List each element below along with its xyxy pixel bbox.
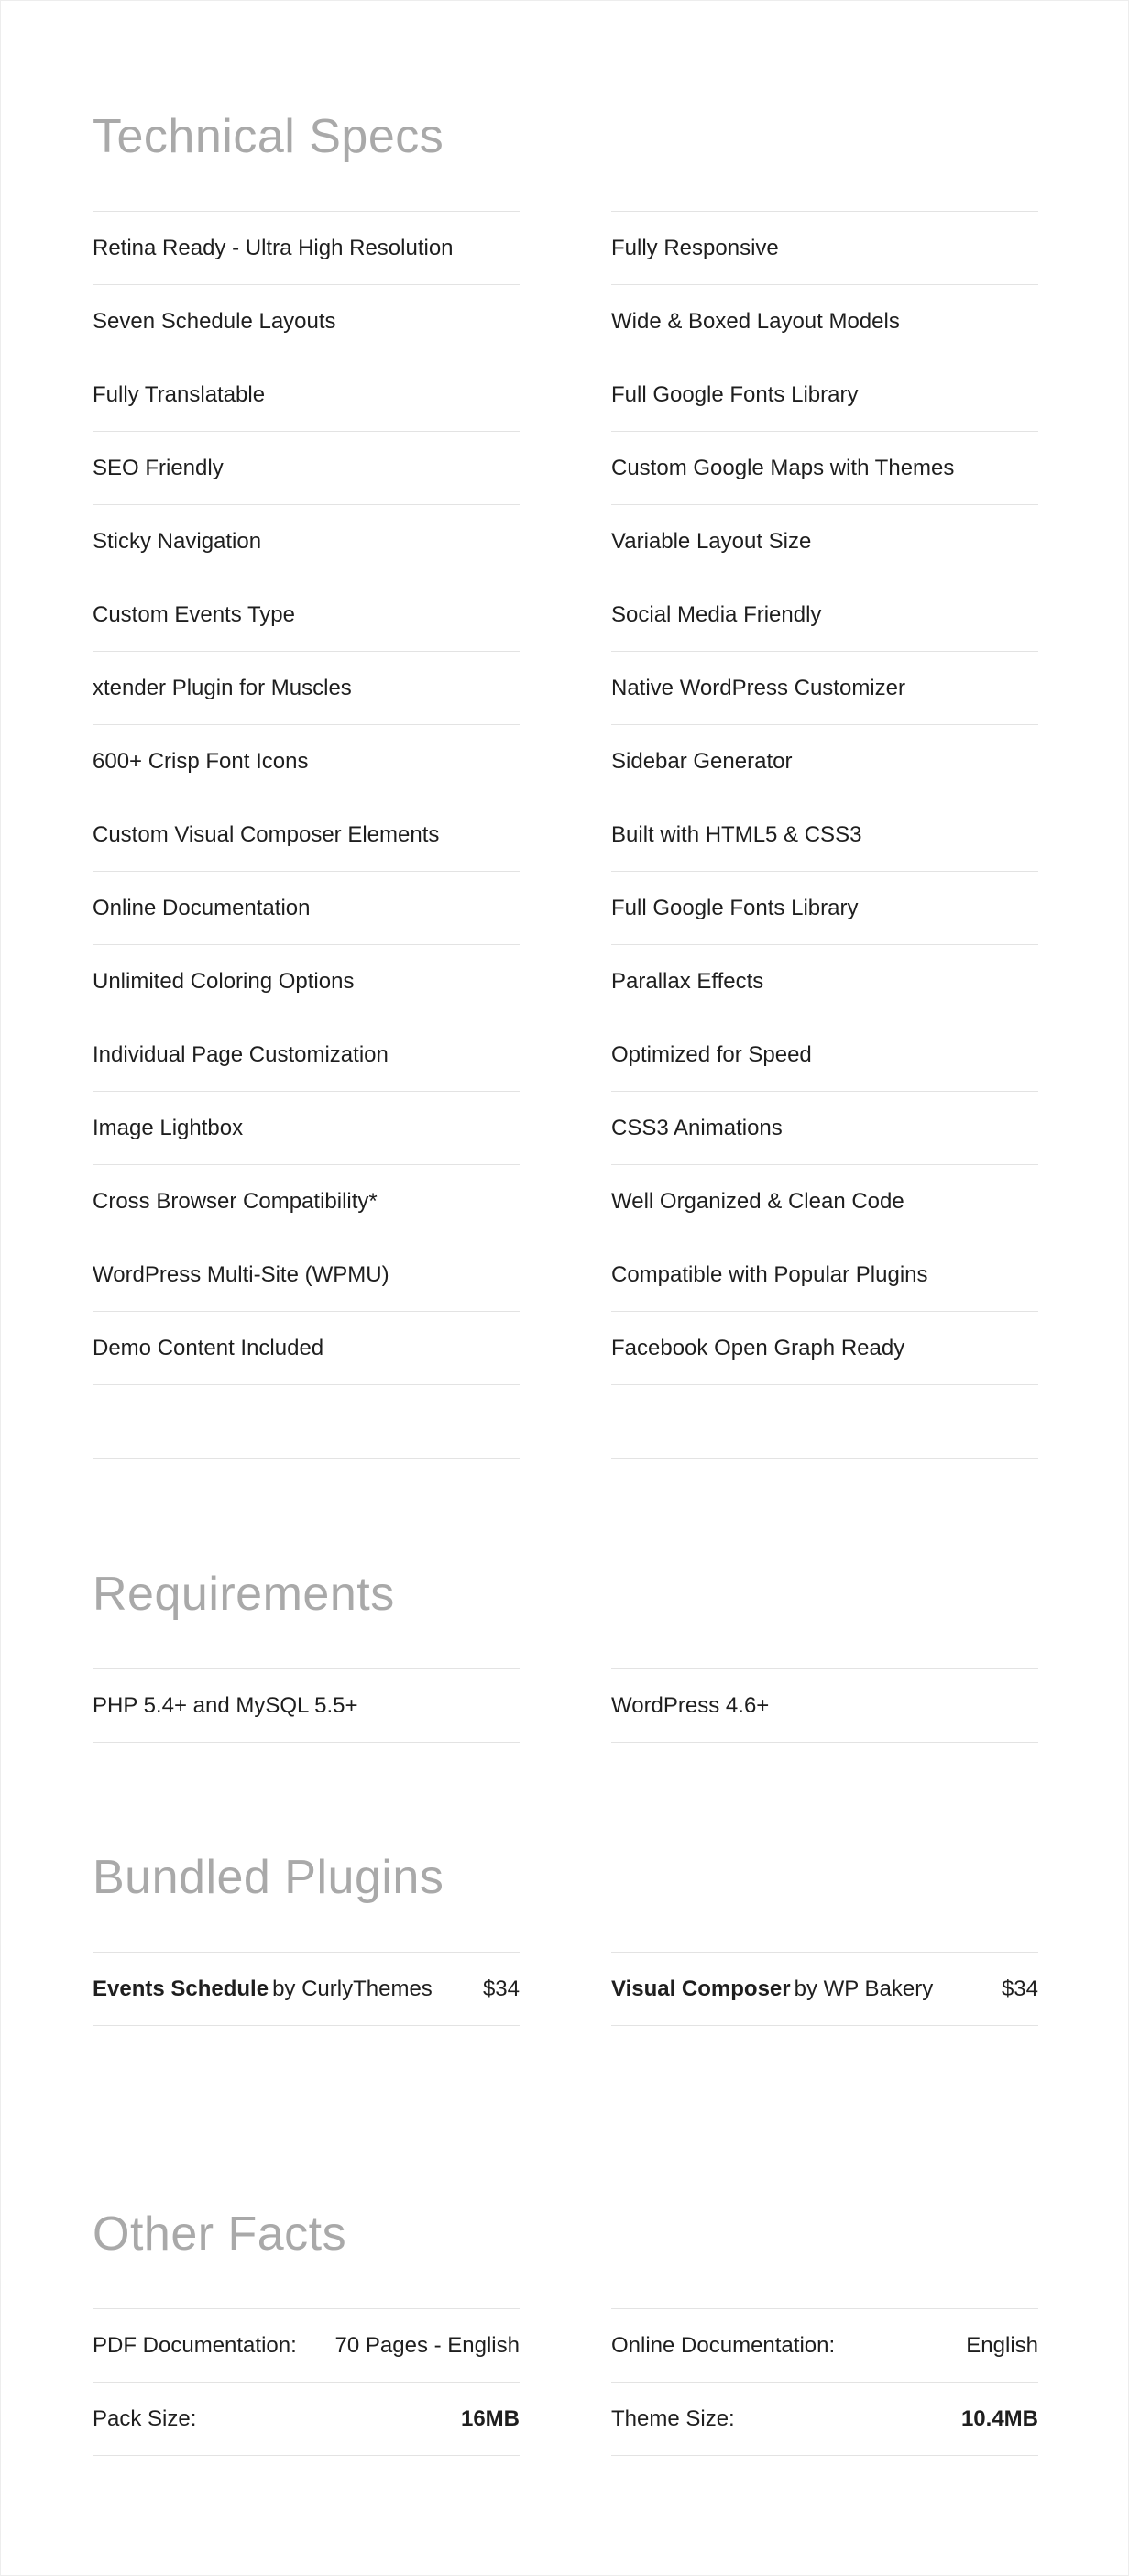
fact-label: PDF Documentation:	[93, 2332, 297, 2358]
plugin-label	[611, 1976, 933, 2002]
other-facts-right-list	[611, 2308, 1038, 2456]
plugin-price: $34	[1001, 1976, 1038, 2001]
spec-item: Fully Responsive	[611, 211, 1038, 284]
spec-item: Custom Events Type	[93, 578, 520, 651]
spec-item: WordPress Multi-Site (WPMU)	[93, 1238, 520, 1311]
plugin-item	[611, 1952, 1038, 2026]
spec-item: Sticky Navigation	[93, 504, 520, 578]
spec-item: Sidebar Generator	[611, 724, 1038, 798]
fact-item	[611, 2382, 1038, 2456]
fact-value: 70 Pages - English	[334, 2332, 520, 2358]
bundled-plugins-title: Bundled Plugins	[93, 1851, 444, 1904]
spec-item: Retina Ready - Ultra High Resolution	[93, 211, 520, 284]
spec-item: Full Google Fonts Library	[611, 358, 1038, 431]
technical-specs-left-list	[93, 211, 520, 1459]
spec-item: Image Lightbox	[93, 1091, 520, 1164]
spec-item: Demo Content Included	[93, 1311, 520, 1384]
spec-item: Seven Schedule Layouts	[93, 284, 520, 358]
spec-item: Full Google Fonts Library	[611, 871, 1038, 944]
fact-item	[93, 2382, 520, 2456]
spec-item: Cross Browser Compatibility*	[93, 1164, 520, 1238]
spec-item: Individual Page Customization	[93, 1018, 520, 1091]
plugin-price: $34	[482, 1976, 520, 2001]
fact-label: Pack Size:	[93, 2405, 197, 2431]
spec-item: Native WordPress Customizer	[611, 651, 1038, 724]
spec-item: xtender Plugin for Muscles	[93, 651, 520, 724]
plugin-author: by WP Bakery	[794, 1976, 934, 2001]
spec-item: SEO Friendly	[93, 431, 520, 504]
spec-item: Wide & Boxed Layout Models	[611, 284, 1038, 358]
requirement-item: PHP 5.4+ and MySQL 5.5+	[93, 1668, 520, 1743]
spec-item: 600+ Crisp Font Icons	[93, 724, 520, 798]
plugin-author: by CurlyThemes	[272, 1976, 433, 2001]
spec-item-empty	[611, 1384, 1038, 1459]
other-facts-title: Other Facts	[93, 2207, 347, 2261]
technical-specs-right-list	[611, 211, 1038, 1459]
spec-item: Custom Google Maps with Themes	[611, 431, 1038, 504]
spec-item: CSS3 Animations	[611, 1091, 1038, 1164]
fact-item	[611, 2308, 1038, 2382]
plugin-label	[93, 1976, 433, 2002]
fact-value: English	[966, 2332, 1038, 2358]
requirements-left-list	[93, 1668, 520, 1743]
plugin-item	[93, 1952, 520, 2026]
requirement-item: WordPress 4.6+	[611, 1668, 1038, 1743]
technical-specs-title: Technical Specs	[93, 110, 444, 163]
fact-item	[93, 2308, 520, 2382]
spec-item: Variable Layout Size	[611, 504, 1038, 578]
fact-value: 10.4MB	[960, 2405, 1038, 2431]
fact-value: 16MB	[460, 2405, 520, 2431]
requirements-title: Requirements	[93, 1568, 395, 1621]
spec-item-empty	[93, 1384, 520, 1459]
spec-item: Online Documentation	[93, 871, 520, 944]
spec-item: Well Organized & Clean Code	[611, 1164, 1038, 1238]
fact-label: Online Documentation:	[611, 2332, 836, 2358]
plugin-name: Visual Composer	[611, 1976, 791, 2001]
spec-item: Parallax Effects	[611, 944, 1038, 1018]
fact-label: Theme Size:	[611, 2405, 735, 2431]
spec-item: Facebook Open Graph Ready	[611, 1311, 1038, 1384]
spec-item: Built with HTML5 & CSS3	[611, 798, 1038, 871]
plugin-name: Events Schedule	[93, 1976, 269, 2001]
requirements-right-list	[611, 1668, 1038, 1743]
spec-item: Optimized for Speed	[611, 1018, 1038, 1091]
spec-item: Unlimited Coloring Options	[93, 944, 520, 1018]
other-facts-left-list	[93, 2308, 520, 2456]
spec-item: Social Media Friendly	[611, 578, 1038, 651]
bundled-plugins-left-list	[93, 1952, 520, 2026]
bundled-plugins-right-list	[611, 1952, 1038, 2026]
spec-item: Compatible with Popular Plugins	[611, 1238, 1038, 1311]
spec-item: Fully Translatable	[93, 358, 520, 431]
spec-item: Custom Visual Composer Elements	[93, 798, 520, 871]
